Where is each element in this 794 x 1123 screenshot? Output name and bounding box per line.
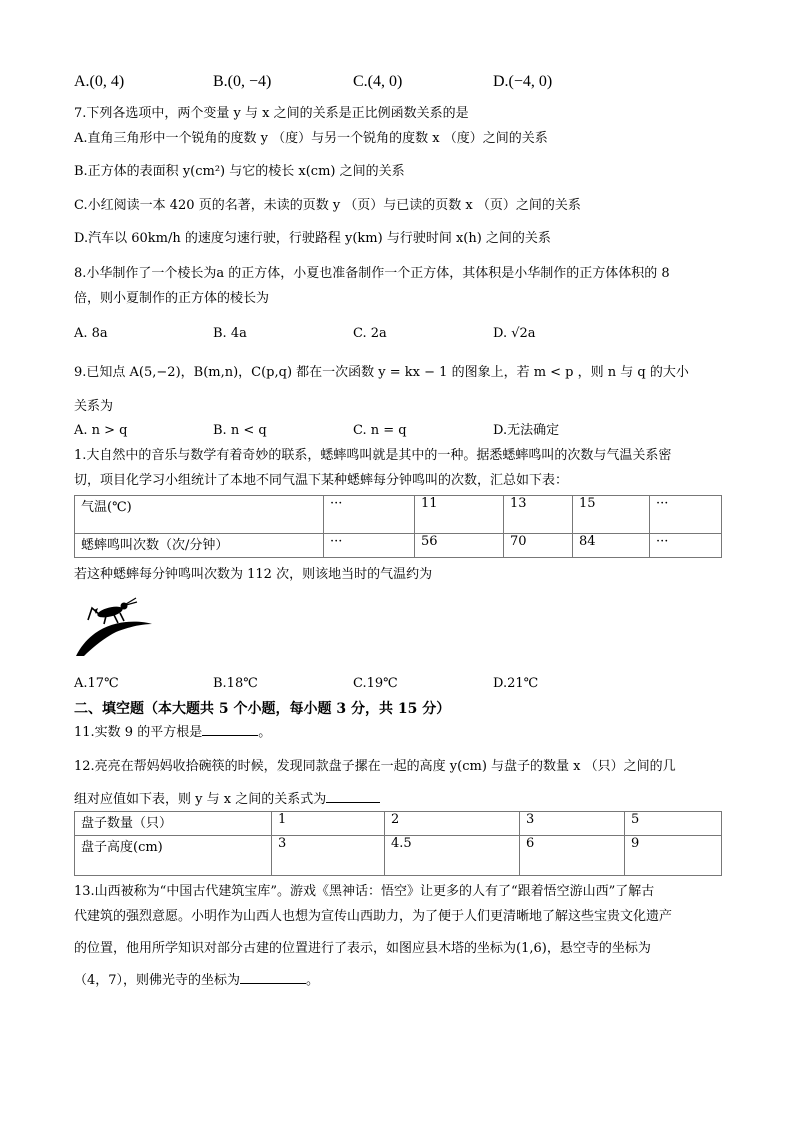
q10-option-b: B.18℃ <box>213 676 258 691</box>
q8-option-d: D. √2a <box>493 326 536 341</box>
q8-option-a: A. 8a <box>74 326 108 341</box>
q12-line2-text: 组对应值如下表，则 y 与 x 之间的关系式为 <box>74 792 327 807</box>
section-heading: 二、填空题（本大题共 5 个小题，每小题 3 分，共 15 分） <box>74 701 451 717</box>
q7-stem: 7.下列各选项中，两个变量 y 与 x 之间的关系是正比例函数关系的是 <box>74 106 469 121</box>
q9-option-a: A. n > q <box>74 423 128 438</box>
q9-option-d: D.无法确定 <box>493 423 560 438</box>
plate-table <box>74 811 722 876</box>
table-cell: 5 <box>625 812 722 836</box>
table-row <box>75 534 722 558</box>
q7-option-b: B.正方体的表面积 y(cm²) 与它的棱长 x(cm) 之间的关系 <box>74 164 405 179</box>
q13-line3: 的位置，他用所学知识对部分古建的位置进行了表示，如图应县木塔的坐标为(1,6)，悬空寺的坐标为 <box>74 941 651 956</box>
q13-line2: 代建筑的强烈意愿。小明作为山西人也想为宣传山西助力，为了便于人们更清晰地了解这些宝贵文化遗产 <box>74 909 673 924</box>
table-row <box>75 836 722 876</box>
table-cell: 13 <box>504 496 573 534</box>
table-cell: 84 <box>573 534 650 558</box>
table-row <box>75 496 722 534</box>
q10-line2: 切，项目化学习小组统计了本地不同气温下某种蟋蟀每分钟鸣叫的次数，汇总如下表： <box>74 473 569 488</box>
q6-option-a: A.(0, 4) <box>74 73 125 90</box>
table-cell: ··· <box>650 496 722 534</box>
table-cell: ··· <box>324 496 415 534</box>
q10-option-d: D.21℃ <box>493 676 539 691</box>
table-cell: 4.5 <box>385 836 520 876</box>
q8-option-c: C. 2a <box>353 326 387 341</box>
table-cell: 11 <box>415 496 504 534</box>
q9-option-c: C. n = q <box>353 423 407 438</box>
table-cell: 盘子高度(cm) <box>75 836 272 876</box>
table-cell: 6 <box>520 836 625 876</box>
q8-option-b: B. 4a <box>213 326 247 341</box>
q10-option-a: A.17℃ <box>74 676 119 691</box>
cricket-table <box>74 495 722 558</box>
q10-after: 若这种蟋蟀每分钟鸣叫次数为 112 次，则该地当时的气温约为 <box>74 567 433 582</box>
table-cell: 盘子数量（只） <box>75 812 272 836</box>
cricket-illustration <box>74 596 154 658</box>
answer-blank[interactable] <box>202 735 258 736</box>
table-cell: 3 <box>272 836 385 876</box>
table-row <box>75 812 722 836</box>
q13-line4-text: （4，7），则佛光寺的坐标为 <box>74 973 241 988</box>
table-cell: 蟋蟀鸣叫次数（次/分钟） <box>75 534 324 558</box>
q9-option-b: B. n < q <box>213 423 267 438</box>
q9-line1: 9.已知点 A(5,−2)，B(m,n)，C(p,q) 都在一次函数 y = kx − 1 的图象上，若 m < p ，则 n 与 q 的大小 <box>74 365 689 380</box>
q7-option-c: C.小红阅读一本 420 页的名著，未读的页数 y （页）与已读的页数 x （页）之间的关系 <box>74 198 581 213</box>
answer-blank[interactable] <box>326 802 380 803</box>
q6-option-d: D.(−4, 0) <box>493 73 553 90</box>
q6-option-b: B.(0, −4) <box>213 73 272 90</box>
table-cell: 15 <box>573 496 650 534</box>
q10-line1: 1.大自然中的音乐与数学有着奇妙的联系，蟋蟀鸣叫就是其中的一种。据悉蟋蟀鸣叫的次数与气温关系密 <box>74 448 672 463</box>
q11 <box>74 723 271 743</box>
table-cell: 3 <box>520 812 625 836</box>
table-cell: 56 <box>415 534 504 558</box>
q13-line1: 13.山西被称为“中国古代建筑宝库”。游戏《黑神话：悟空》让更多的人有了“跟着悟空游山西”了解古 <box>74 884 655 899</box>
q13-line4 <box>74 971 319 991</box>
q11-end: 。 <box>258 725 272 740</box>
q7-option-a: A.直角三角形中一个锐角的度数 y （度）与另一个锐角的度数 x （度）之间的关系 <box>74 131 548 146</box>
q13-end: 。 <box>306 973 320 988</box>
table-cell: 9 <box>625 836 722 876</box>
table-cell: 气温(℃) <box>75 496 324 534</box>
q8-line1: 8.小华制作了一个棱长为a 的正方体，小夏也准备制作一个正方体，其体积是小华制作的正方体体积的 8 <box>74 266 670 281</box>
q9-line2: 关系为 <box>74 399 114 414</box>
table-cell: 70 <box>504 534 573 558</box>
table-cell: 2 <box>385 812 520 836</box>
q6-option-c: C.(4, 0) <box>353 73 403 90</box>
q12-line2 <box>74 790 380 810</box>
q11-text: 11.实数 9 的平方根是 <box>74 725 203 740</box>
answer-blank[interactable] <box>240 983 306 984</box>
table-cell: 1 <box>272 812 385 836</box>
q12-line1: 12.亮亮在帮妈妈收拾碗筷的时候，发现同款盘子摞在一起的高度 y(cm) 与盘子的数量 x （只）之间的几 <box>74 759 676 774</box>
q7-option-d: D.汽车以 60km/h 的速度匀速行驶，行驶路程 y(km) 与行驶时间 x(h) 之间的关系 <box>74 231 551 246</box>
table-cell: ··· <box>650 534 722 558</box>
table-cell: ··· <box>324 534 415 558</box>
q8-line2: 倍，则小夏制作的正方体的棱长为 <box>74 291 270 306</box>
q10-option-c: C.19℃ <box>353 676 398 691</box>
